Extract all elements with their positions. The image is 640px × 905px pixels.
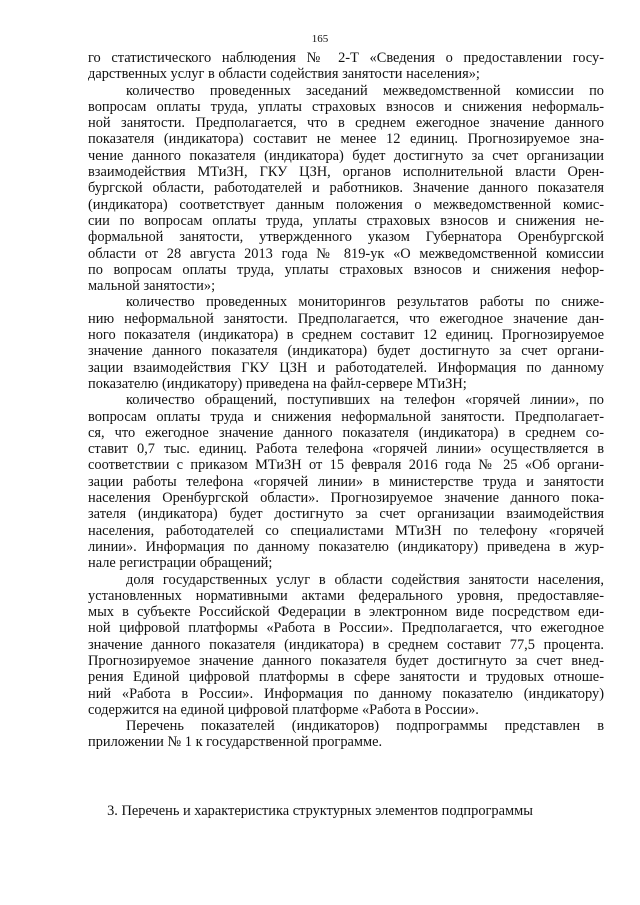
text-line: зателя (индикатора) будет достигнуто за счет организации взаимодействия	[88, 506, 604, 523]
text-line: Прогнозируемое значение данного показателя будет достигнуто за счет внед-	[88, 652, 604, 669]
text-line: нале регистрации обращений;	[88, 555, 273, 572]
text-line: формальной занятости, утвержденного указом Губернатора Оренбургской	[88, 229, 604, 246]
paragraph-monitoring	[88, 294, 604, 392]
text-line: ной цифровой платформы «Работа в России». Предполагается, что ежегодное	[88, 620, 604, 637]
text-line: взаимодействия МТиЗН, ГКУ ЦЗН, органов исполнительной власти Орен-	[88, 164, 604, 181]
text-line: области от 28 августа 2013 года № 819-ук «О межведомственной комиссии	[88, 245, 604, 262]
text-line: приложении № 1 к государственной программе.	[88, 734, 383, 751]
text-line: Перечень показателей (индикаторов) подпрограммы представлен в	[126, 718, 604, 735]
paragraph-digital-services	[88, 572, 604, 719]
page-number: 165	[311, 33, 329, 45]
document-body	[88, 50, 604, 751]
text-line: ной занятости. Предполагается, что в среднем ежегодное значение данного	[88, 115, 604, 132]
text-line: (индикатора) соответствует данным положения о межведомственной комис-	[88, 196, 604, 213]
text-line: ставит 0,7 тыс. единиц. Работа телефона «горячей линии» осуществляется в	[88, 441, 604, 458]
text-line: населения, работодателей со специалистами МТиЗН по телефону «горячей	[88, 522, 604, 539]
text-line: ся, что ежегодное значение данного показателя (индикатора) в среднем со-	[88, 424, 604, 441]
text-line: рения Единой цифровой платформы в сфере занятости и трудовых отноше-	[88, 669, 604, 686]
paragraph-indicator-list	[88, 718, 604, 751]
paragraph-hotline	[88, 392, 604, 571]
text-line: доля государственных услуг в области содействия занятости населения,	[126, 571, 604, 588]
text-line: ний «Работа в России». Информация по данному показателю (индикатору)	[88, 685, 604, 702]
text-line: соответствии с приказом МТиЗН от 15 февраля 2016 года № 25 «Об органи-	[88, 457, 604, 474]
text-line: количество проведенных мониторингов результатов работы по сниже-	[126, 294, 604, 311]
text-line: ного показателя (индикатора) в среднем составит 12 единиц. Прогнозируемое	[88, 327, 604, 344]
text-line: дарственных услуг в области содействия занятости населения»;	[88, 66, 480, 83]
section-heading: 3. Перечень и характеристика структурных элементов подпрограммы	[107, 803, 533, 819]
text-line: показателю (индикатору) приведена на файл-сервере МТиЗН;	[88, 375, 467, 392]
text-line: установленных нормативными актами федерального уровня, предоставляе-	[88, 587, 604, 604]
text-line: бургской области, работодателей и работников. Значение данного показателя	[88, 180, 604, 197]
text-line: показателя (индикатора) составит не менее 12 единиц. Прогнозируемое зна-	[88, 131, 604, 148]
text-line: зации взаимодействия ГКУ ЦЗН и работодателей. Информация по данному	[88, 359, 604, 376]
text-line: зации работы телефона «горячей линии» в министерстве труда и занятости	[88, 473, 604, 490]
text-line: вопросам оплаты труда, уплаты страховых взносов и снижения неформаль-	[88, 98, 604, 115]
text-line: по вопросам оплаты труда, уплаты страховых взносов и снижения нефор-	[88, 261, 604, 278]
text-line: вопросам оплаты труда и снижения неформальной занятости. Предполагает-	[88, 408, 604, 425]
text-line: значение данного показателя (индикатора) в среднем составит 77,5 процента.	[88, 636, 604, 653]
paragraph-continuation	[88, 50, 604, 83]
text-line: нию неформальной занятости. Предполагается, что ежегодное значение дан-	[88, 310, 604, 327]
text-line: го статистического наблюдения № 2-Т «Сведения о предоставлении госу-	[88, 50, 604, 66]
text-line: чение данного показателя (индикатора) будет достигнуто за счет организации	[88, 147, 604, 164]
text-line: значение данного показателя (индикатора) будет достигнуто за счет органи-	[88, 343, 604, 360]
paragraph-commission-meetings	[88, 83, 604, 295]
text-line: количество обращений, поступивших на телефон «горячей линии», по	[126, 392, 604, 409]
text-line: содержится на единой цифровой платформе «Работа в России».	[88, 701, 479, 718]
text-line: мых в субъекте Российской Федерации в электронном виде посредством еди-	[88, 604, 604, 621]
text-line: населения Оренбургской области». Прогнозируемое значение данного пока-	[88, 490, 604, 507]
text-line: количество проведенных заседаний межведомственной комиссии по	[126, 82, 604, 99]
text-line: сии по вопросам оплаты труда, уплаты страховых взносов и снижения не-	[88, 212, 604, 229]
text-line: мальной занятости»;	[88, 278, 216, 295]
text-line: линии». Информация по данному показателю (индикатору) приведена в жур-	[88, 538, 604, 555]
